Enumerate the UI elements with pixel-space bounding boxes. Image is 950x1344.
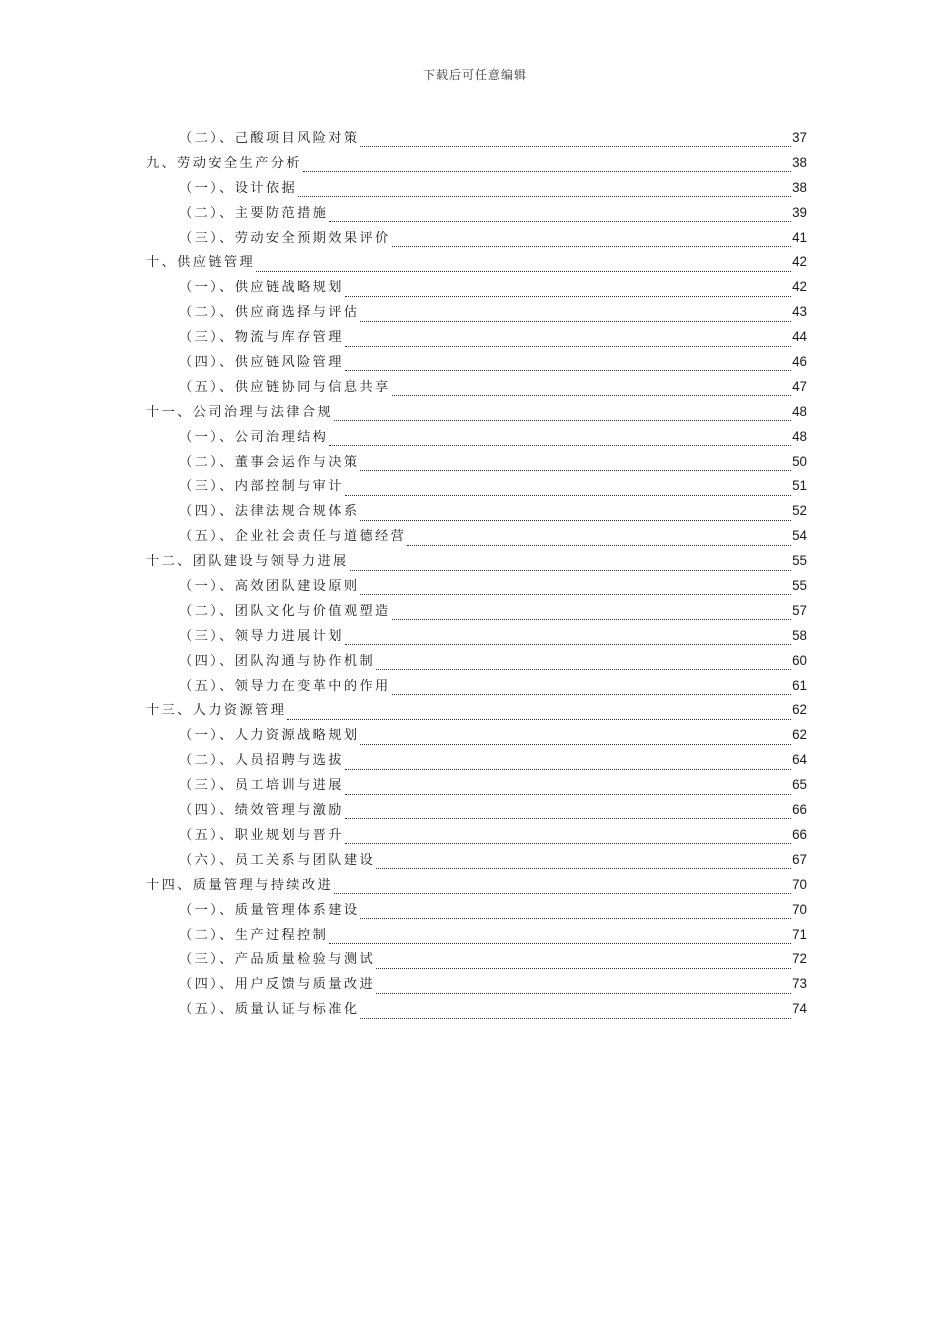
toc-entry-title: （四）、用户反馈与质量改进 <box>179 977 376 993</box>
toc-dot-leader <box>287 708 791 720</box>
toc-section-entry[interactable] <box>146 275 807 300</box>
toc-section-entry[interactable] <box>146 126 807 151</box>
toc-entry-title: 十三、人力资源管理 <box>146 703 287 719</box>
toc-dot-leader <box>376 658 791 670</box>
toc-dot-leader <box>376 857 791 869</box>
toc-section-entry[interactable] <box>146 474 807 499</box>
toc-page-number: 42 <box>792 279 807 295</box>
toc-dot-leader <box>360 733 791 745</box>
toc-entry-title: （三）、领导力进展计划 <box>179 628 344 644</box>
toc-page-number: 55 <box>792 578 807 594</box>
toc-page-number: 62 <box>792 702 807 718</box>
toc-chapter-entry[interactable] <box>146 400 807 425</box>
toc-entry-title: （一）、高效团队建设原则 <box>179 579 360 595</box>
toc-page-number: 44 <box>792 329 807 345</box>
toc-entry-title: （二）、供应商选择与评估 <box>179 305 360 321</box>
toc-entry-title: （三）、内部控制与审计 <box>179 479 344 495</box>
toc-dot-leader <box>345 285 791 297</box>
toc-entry-title: （五）、职业规划与晋升 <box>179 827 344 843</box>
toc-dot-leader <box>392 608 791 620</box>
toc-entry-title: （四）、绩效管理与激励 <box>179 803 344 819</box>
toc-dot-leader <box>334 409 791 421</box>
toc-dot-leader <box>360 907 791 919</box>
toc-dot-leader <box>407 534 791 546</box>
toc-entry-title: （三）、劳动安全预期效果评价 <box>179 230 391 246</box>
toc-entry-title: （五）、供应链协同与信息共享 <box>179 379 391 395</box>
toc-chapter-entry[interactable] <box>146 151 807 176</box>
toc-page-number: 66 <box>792 802 807 818</box>
toc-page-number: 38 <box>792 179 807 195</box>
toc-entry-title: （三）、物流与库存管理 <box>179 330 344 346</box>
toc-dot-leader <box>350 559 791 571</box>
toc-dot-leader <box>329 434 791 446</box>
toc-page-number: 71 <box>792 926 807 942</box>
toc-section-entry[interactable] <box>146 499 807 524</box>
toc-page-number: 42 <box>792 254 807 270</box>
toc-entry-title: 十二、团队建设与领导力进展 <box>146 554 349 570</box>
toc-chapter-entry[interactable] <box>146 873 807 898</box>
toc-entry-title: （五）、企业社会责任与道德经营 <box>179 529 407 545</box>
toc-dot-leader <box>360 459 791 471</box>
toc-entry-title: （二）、己酸项目风险对策 <box>179 131 360 146</box>
toc-dot-leader <box>345 633 791 645</box>
toc-page-number: 58 <box>792 627 807 643</box>
toc-section-entry[interactable] <box>146 524 807 549</box>
table-of-contents <box>146 126 807 1022</box>
toc-section-entry[interactable] <box>146 823 807 848</box>
toc-section-entry[interactable] <box>146 450 807 475</box>
toc-dot-leader <box>392 683 791 695</box>
toc-page-number: 43 <box>792 304 807 320</box>
toc-entry-title: （四）、供应链风险管理 <box>179 355 344 371</box>
toc-dot-leader <box>345 758 791 770</box>
toc-chapter-entry[interactable] <box>146 698 807 723</box>
toc-entry-title: 十四、质量管理与持续改进 <box>146 877 334 893</box>
toc-entry-title: （二）、董事会运作与决策 <box>179 454 360 470</box>
toc-entry-title: （一）、设计依据 <box>179 180 298 196</box>
toc-entry-title: （一）、质量管理体系建设 <box>179 902 360 918</box>
toc-page-number: 61 <box>792 677 807 693</box>
toc-page-number: 41 <box>792 229 807 245</box>
toc-entry-title: （六）、员工关系与团队建设 <box>179 852 376 868</box>
toc-entry-title: （二）、团队文化与价值观塑造 <box>179 603 391 619</box>
toc-section-entry[interactable] <box>146 201 807 226</box>
toc-dot-leader <box>376 982 791 994</box>
toc-page-number: 46 <box>792 354 807 370</box>
toc-page-number: 64 <box>792 752 807 768</box>
toc-dot-leader <box>329 932 791 944</box>
toc-page-number: 39 <box>792 204 807 220</box>
toc-dot-leader <box>345 359 791 371</box>
toc-section-entry[interactable] <box>146 997 807 1022</box>
toc-entry-title: （四）、团队沟通与协作机制 <box>179 653 376 669</box>
toc-section-entry[interactable] <box>146 649 807 674</box>
toc-dot-leader <box>345 807 791 819</box>
toc-section-entry[interactable] <box>146 723 807 748</box>
toc-entry-title: （一）、供应链战略规划 <box>179 280 344 296</box>
toc-dot-leader <box>345 335 791 347</box>
toc-page-number: 66 <box>792 826 807 842</box>
toc-page-number: 38 <box>792 154 807 170</box>
toc-page-number: 72 <box>792 951 807 967</box>
toc-dot-leader <box>392 235 791 247</box>
toc-dot-leader <box>303 160 791 172</box>
toc-entry-title: （二）、人员招聘与选拔 <box>179 753 344 769</box>
toc-page-number: 54 <box>792 528 807 544</box>
toc-page-number: 67 <box>792 851 807 867</box>
toc-dot-leader <box>329 210 791 222</box>
toc-section-entry[interactable] <box>146 574 807 599</box>
toc-section-entry[interactable] <box>146 176 807 201</box>
toc-section-entry[interactable] <box>146 599 807 624</box>
toc-section-entry[interactable] <box>146 624 807 649</box>
toc-section-entry[interactable] <box>146 300 807 325</box>
toc-page-number: 70 <box>792 876 807 892</box>
toc-dot-leader <box>376 957 791 969</box>
toc-dot-leader <box>392 384 791 396</box>
toc-dot-leader <box>298 185 791 197</box>
toc-section-entry[interactable] <box>146 425 807 450</box>
toc-section-entry[interactable] <box>146 748 807 773</box>
toc-entry-title: （一）、人力资源战略规划 <box>179 728 360 744</box>
toc-page-number: 37 <box>792 130 807 145</box>
toc-section-entry[interactable] <box>146 325 807 350</box>
toc-section-entry[interactable] <box>146 947 807 972</box>
toc-page-number: 62 <box>792 727 807 743</box>
toc-page-number: 70 <box>792 901 807 917</box>
toc-entry-title: 九、劳动安全生产分析 <box>146 155 302 171</box>
toc-dot-leader <box>334 882 791 894</box>
toc-entry-title: 十、供应链管理 <box>146 255 256 271</box>
toc-page-number: 50 <box>792 453 807 469</box>
toc-section-entry[interactable] <box>146 848 807 873</box>
toc-section-entry[interactable] <box>146 798 807 823</box>
toc-section-entry[interactable] <box>146 674 807 699</box>
toc-section-entry[interactable] <box>146 350 807 375</box>
toc-dot-leader <box>345 484 791 496</box>
toc-section-entry[interactable] <box>146 972 807 997</box>
toc-chapter-entry[interactable] <box>146 549 807 574</box>
toc-page-number: 65 <box>792 777 807 793</box>
toc-entry-title: （二）、主要防范措施 <box>179 205 329 221</box>
toc-dot-leader <box>345 783 791 795</box>
toc-page-number: 47 <box>792 378 807 394</box>
toc-page-number: 48 <box>792 428 807 444</box>
toc-page-number: 60 <box>792 652 807 668</box>
toc-entry-title: （五）、领导力在变革中的作用 <box>179 678 391 694</box>
toc-page-number: 73 <box>792 976 807 992</box>
toc-section-entry[interactable] <box>146 773 807 798</box>
toc-entry-title: （一）、公司治理结构 <box>179 429 329 445</box>
toc-section-entry[interactable] <box>146 898 807 923</box>
toc-dot-leader <box>256 260 791 272</box>
toc-entry-title: （三）、员工培训与进展 <box>179 778 344 794</box>
toc-page-number: 57 <box>792 602 807 618</box>
toc-section-entry[interactable] <box>146 375 807 400</box>
toc-entry-title: （三）、产品质量检验与测试 <box>179 952 376 968</box>
toc-page-number: 52 <box>792 503 807 519</box>
toc-dot-leader <box>360 135 791 147</box>
toc-dot-leader <box>360 509 791 521</box>
toc-section-entry[interactable] <box>146 226 807 251</box>
toc-entry-title: （四）、法律法规合规体系 <box>179 504 360 520</box>
toc-dot-leader <box>360 583 791 595</box>
toc-entry-title: 十一、公司治理与法律合规 <box>146 404 334 420</box>
toc-page-number: 48 <box>792 403 807 419</box>
toc-page-number: 55 <box>792 553 807 569</box>
toc-chapter-entry[interactable] <box>146 250 807 275</box>
page-header: 下载后可任意编辑 <box>422 68 527 82</box>
toc-dot-leader <box>360 310 791 322</box>
toc-section-entry[interactable] <box>146 923 807 948</box>
toc-entry-title: （五）、质量认证与标准化 <box>179 1002 360 1018</box>
toc-dot-leader <box>360 1007 791 1019</box>
toc-entry-title: （二）、生产过程控制 <box>179 927 329 943</box>
toc-page-number: 51 <box>792 478 807 494</box>
toc-dot-leader <box>345 832 791 844</box>
toc-page-number: 74 <box>792 1001 807 1017</box>
